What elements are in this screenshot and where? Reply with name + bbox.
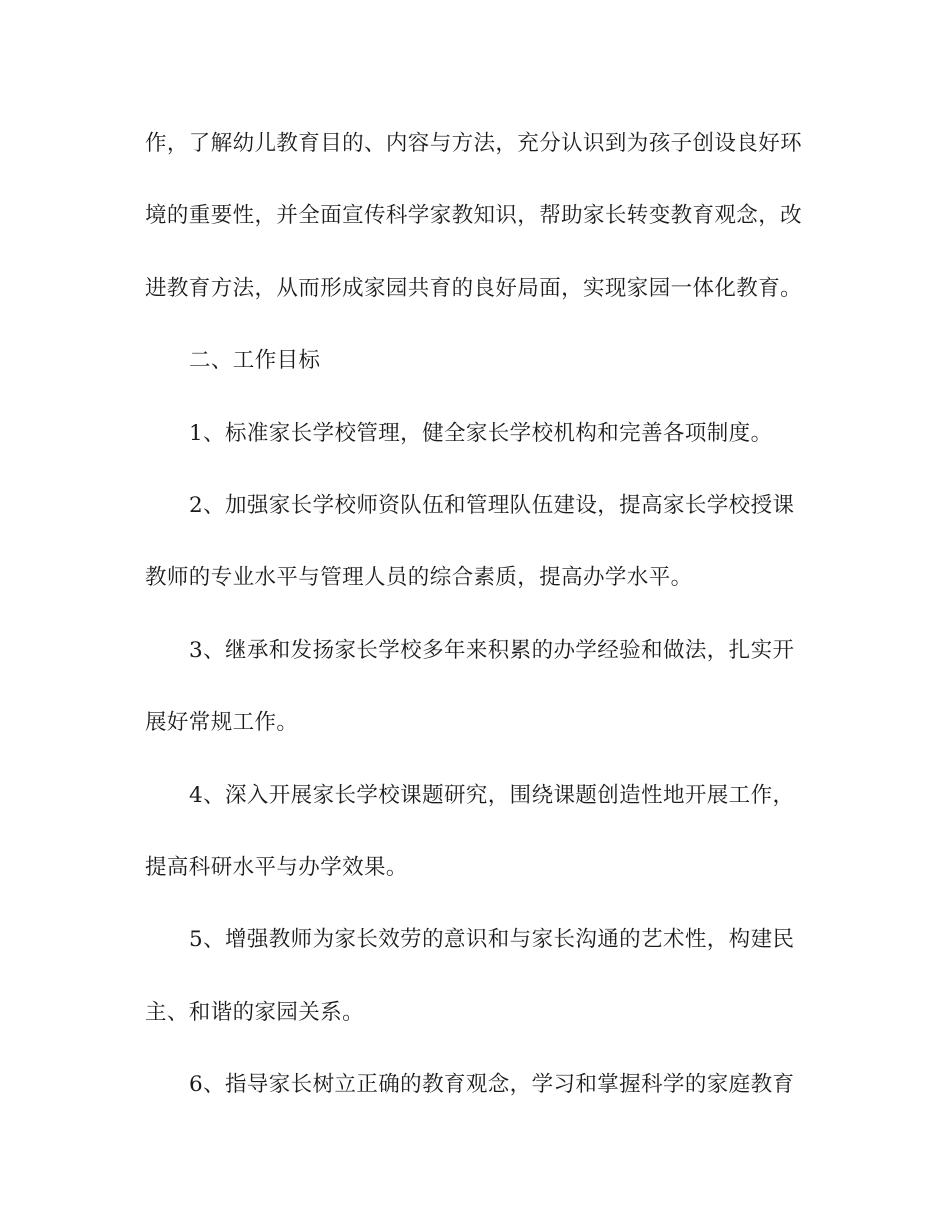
text-line: 3、继承和发扬家长学校多年来积累的办学经验和做法，扎实开 (189, 637, 795, 663)
text-line: 展好常规工作。 (145, 710, 299, 736)
section-heading: 二、工作目标 (189, 348, 321, 374)
text-line: 4、深入开展家长学校课题研究，围绕课题创造性地开展工作， (189, 782, 795, 808)
text-line: 教师的专业水平与管理人员的综合素质，提高办学水平。 (145, 565, 693, 591)
text-line: 5、增强教师为家长效劳的意识和与家长沟通的艺术性，构建民 (189, 927, 795, 953)
text-line: 提高科研水平与办学效果。 (145, 854, 408, 880)
text-line: 作，了解幼儿教育目的、内容与方法，充分认识到为孩子创设良好环 (145, 131, 803, 156)
text-line: 境的重要性，并全面宣传科学家教知识，帮助家长转变教育观念，改 (145, 203, 803, 229)
text-line: 2、加强家长学校师资队伍和管理队伍建设，提高家长学校授课 (189, 492, 795, 518)
text-line: 主、和谐的家园关系。 (145, 999, 365, 1025)
text-line: 6、指导家长树立正确的教育观念，学习和掌握科学的家庭教育 (189, 1072, 795, 1098)
text-line: 进教育方法，从而形成家园共育的良好局面，实现家园一体化教育。 (145, 275, 803, 301)
text-line: 1、标准家长学校管理，健全家长学校机构和完善各项制度。 (189, 420, 773, 446)
document-body (145, 118, 805, 1131)
